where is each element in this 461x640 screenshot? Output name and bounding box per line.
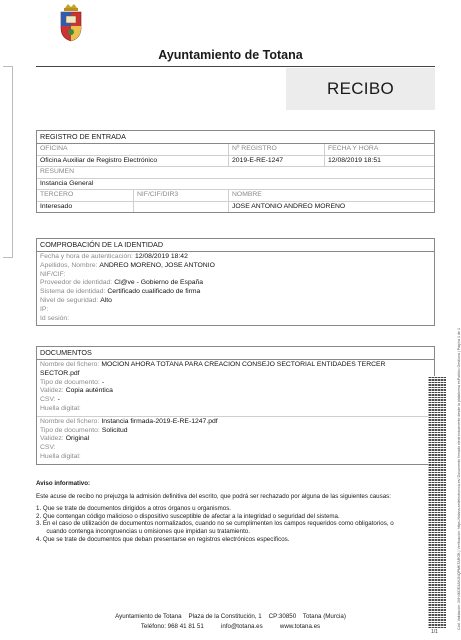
aviso-informativo <box>36 480 441 543</box>
resumen-label-row <box>37 167 434 179</box>
registro-header-row <box>37 144 434 156</box>
identidad-row: Sistema de identidad: Certificado cualificado de firma <box>40 288 201 296</box>
document-filename-cont: SECTOR.pdf <box>40 369 80 377</box>
aviso-item: 4. Que se trate de documentos que deban presentarse en registros electrónicos específicos. <box>36 535 290 543</box>
identidad-row: IP: <box>40 305 49 313</box>
nif-value <box>133 202 228 213</box>
tercero-header-row <box>37 190 434 202</box>
footer-contact: Teléfono: 968 41 81 51 info@totana.es www.totana.es <box>140 623 321 630</box>
document-entry: Nombre del fichero: Instancia firmada-2019-E-RE-1247.pdf Tipo de documento: Solicitud Validez: Original CSV: Huella digital: <box>40 417 218 460</box>
nombre-value: JOSE ANTONIO ANDREO MORENO <box>228 202 434 213</box>
header-rule <box>36 66 435 67</box>
identidad-box <box>36 238 435 326</box>
identidad-row: Proveedor de identidad: Cl@ve - Gobierno de España <box>40 279 204 287</box>
nif-label: NIF/CIF/DIR3 <box>133 190 228 201</box>
aviso-title: Aviso informativo: <box>36 480 91 487</box>
registro-entrada-box <box>36 130 435 213</box>
resumen-label: RESUMEN <box>40 168 74 175</box>
num-registro-label: Nº REGISTRO <box>228 144 324 155</box>
identidad-row: Id sesión: <box>40 314 70 322</box>
nombre-label: NOMBRE <box>228 190 434 201</box>
verification-text: Cód. Validación: 3VH4KDE3AH2NQPMKTARGB | Verificación: https://totana.sedelectronica.es/ Documento firmado electrónicamente desde la plataforma esPublico Gestiona | Página 1 de 1 <box>457 328 461 630</box>
aviso-item: 3. En el caso de utilización de documentos normalizados, cuando no se cumplimenten los campos requeridos como obligatorios, o <box>36 520 394 528</box>
tercero-value: Interesado <box>40 202 73 210</box>
oficina-value: Oficina Auxiliar de Registro Electrónico <box>40 156 158 164</box>
resumen-value: Instancia General <box>40 179 94 187</box>
side-margin-mark <box>3 66 13 258</box>
identidad-title: COMPROBACIÓN DE LA IDENTIDAD <box>37 239 434 252</box>
verification-barcode-texture <box>428 376 446 628</box>
identidad-row: NIF/CIF: <box>40 270 66 278</box>
footer-address: Ayuntamiento de Totana Plaza de la Constitución, 1 CP:30850 Totana (Murcia) <box>115 613 346 620</box>
identidad-row: Fecha y hora de autenticación: 12/08/2019 18:42 <box>40 253 188 260</box>
page-number: 1/1 <box>431 629 438 635</box>
aviso-item: 1. Que se trate de documentos dirigidos a otros órganos u organismos. <box>36 505 232 513</box>
registro-title: REGISTRO DE ENTRADA <box>37 131 434 144</box>
fecha-hora-label: FECHA Y HORA <box>324 144 434 155</box>
document-filename: MOCION AHORA TOTANA PARA CREACION CONSEJO SECTORIAL ENTIDADES TERCER <box>101 361 386 368</box>
registro-value-row <box>37 156 434 168</box>
document-entry: Nombre del fichero: MOCION AHORA TOTANA PARA CREACION CONSEJO SECTORIAL ENTIDADES TERCER SECTOR.pdf Tipo de documento: - Validez: Copia auténtica CSV: - Huella digital: <box>37 360 434 417</box>
identidad-row: Nivel de seguridad: Alto <box>40 296 112 304</box>
tercero-value-row <box>37 202 434 213</box>
totana-coat-of-arms <box>56 2 86 42</box>
documentos-title: DOCUMENTOS <box>37 347 434 360</box>
aviso-intro: Este acuse de recibo no prejuzga la admisión definitiva del escrito, que podrá ser rechazado por alguna de las siguientes causas: <box>36 492 391 500</box>
fecha-hora-value: 12/08/2019 18:51 <box>324 156 434 167</box>
tercero-label: TERCERO <box>40 191 74 198</box>
organization-title: Ayuntamiento de Totana <box>158 48 303 62</box>
documentos-box <box>36 346 435 465</box>
document-filename: Instancia firmada-2019-E-RE-1247.pdf <box>101 417 218 425</box>
num-registro-value: 2019-E-RE-1247 <box>228 156 324 167</box>
identidad-row: Apellidos, Nombre: ANDREO MORENO, JOSE ANTONIO <box>40 261 215 269</box>
resumen-value-row <box>37 179 434 191</box>
receipt-title: RECIBO <box>286 68 435 110</box>
aviso-item: cuando contenga incongruencias u omisiones que impidan su tratamiento. <box>36 527 250 535</box>
aviso-item: 2. Que contengan código malicioso o dispositivo susceptible de afectar a la integridad o seguridad del sistema. <box>36 512 340 520</box>
verification-text-strip <box>447 328 461 630</box>
oficina-label: OFICINA <box>40 145 68 152</box>
